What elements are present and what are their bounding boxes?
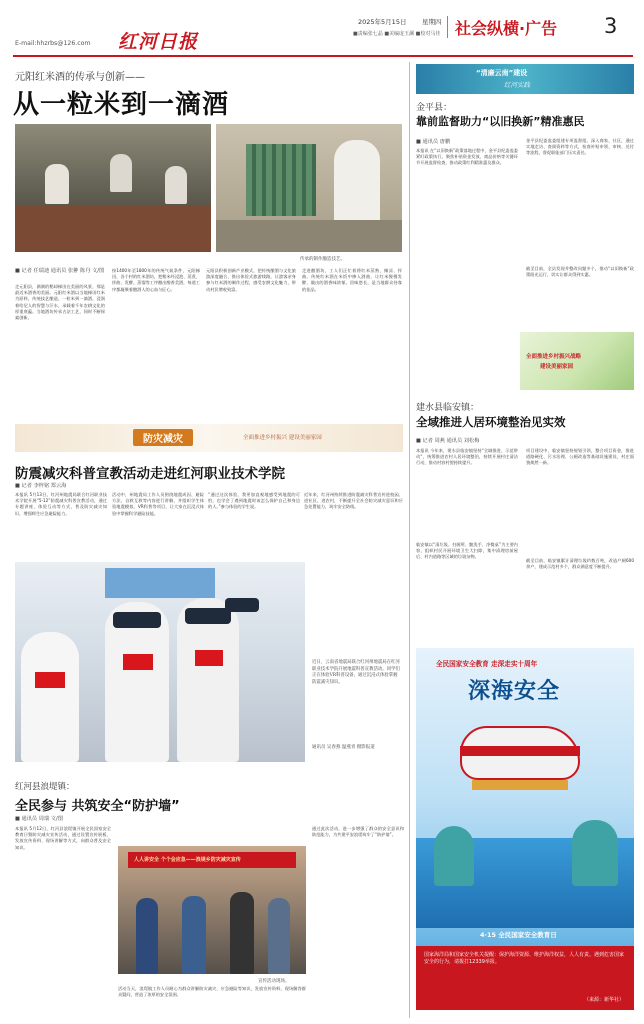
jinping-byline: ■ 通讯员 唐鹏 — [416, 139, 451, 145]
lead-headline: 从一粒米到一滴酒 — [13, 90, 230, 120]
poster-footer: 4·15 全民国家安全教育日 — [480, 931, 557, 939]
page-number: 3 — [604, 14, 618, 38]
lead-byline: ■ 记者 任瑞迪 通讯员 张翀 陈丹 文/图 — [15, 268, 105, 274]
person-figure — [182, 896, 206, 974]
poster-text: 国家海洋局和国家安全机关提醒：保护海洋资源、维护海洋权益，人人有责。遇到危害国家安全的行为，请拨打12339举报。 — [424, 952, 625, 965]
person-figure — [268, 898, 290, 974]
lead-body-col1: 走元阳县，满满的稻却梯田在美丽的风景，那是最近米酒香的美丽。元阳红米酒以当地梯田红米为原料，传统技艺酿造，一粒米到一滴酒，浸润着哈尼人的智慧与汗水，承载着千年农耕文化的厚重底蕴。当地酒坊传承古法工艺，同时不断探索创新。 — [15, 284, 105, 321]
flood-headline: 全民参与 共筑安全“防护墙” — [15, 799, 180, 814]
lead-body-col2: 按1400年至1800年的传统气候条件，元阳梯田，各个村的红米酒坊，把稻米经浸泡、蒸煮、拌曲、发酵、蒸馏等工序酿出醇香美酒，每道工序都凝聚着酿酒人的心血与匠心。 — [112, 268, 200, 292]
lead-photo-right — [216, 124, 402, 252]
flood-event-photo — [118, 846, 306, 974]
red-scarf — [195, 650, 223, 666]
person-figure — [230, 892, 254, 974]
banner-pill: “清廉云南”建设 — [476, 69, 528, 77]
poster-title: 深海安全 — [468, 679, 561, 704]
bottle-shelf — [246, 144, 316, 216]
red-scarf — [123, 654, 153, 670]
school-photo-note: 近日，云南省地震局联合红河州地震局在红河职业技术学院开展地震科普宣教活动。同学们正在体验VR科普设备，通过沉浸式体验掌握防震减灾知识。 — [312, 660, 400, 685]
issue-weekday: 星期四 — [422, 18, 442, 26]
jianshui-body-col4: 截至目前，临安镇累计清理垃圾约数百吨，改造户厕600余户，建成示范村多个，群众满意度不断提升。 — [526, 558, 634, 570]
school-body-col3: “通过这次体验，我更加直观地感受到地震的可怕，也学会了遇到地震时该怎么保护自己和身边的人。”参与体验的学生说。 — [208, 492, 300, 510]
school-body-col4: 近年来，红河州持续推进防震减灾科普宣传进校园、进社区、进农村，不断提升全社会防灾减灾意识和应急处置能力，筑牢安全防线。 — [304, 492, 403, 510]
ad-line2: 建设美丽家园 — [540, 364, 574, 370]
jinping-body-col2: 金平县纪委监委组建专项监督组，深入商家、社区，通过实地走访、查阅资料等方式，检查补贴申领、审核、兑付等流程，督促职能部门压实责任。 — [526, 138, 634, 156]
worker-figure — [110, 154, 132, 192]
lead-body-col4: 走进酿酒坊，工人们正忙着将红米蒸熟、摊凉、拌曲。传统红米酒在米饭中掺入酒曲，让红米慢慢发酵，做出的酒香味浓郁，回味悠长，是当地群众待客的佳品。 — [302, 268, 402, 292]
paper-name-logo: 红河日报 — [118, 31, 199, 53]
lead-photo-left — [15, 124, 211, 252]
school-headline: 防震减灾科普宣教活动走进红河职业技术学院 — [15, 466, 285, 482]
student-figure — [21, 632, 79, 762]
poster-top-text: 全民国家安全教育 走深走实十周年 — [436, 660, 538, 668]
flood-body-col2: 活动当天，浪堤镇工作人员耐心为群众讲解防灾减灾、应急避险等知识，发放宣传资料，现场解答群众疑问，营造了浓厚的安全氛围。 — [118, 986, 306, 998]
clean-yunnan-banner — [416, 64, 634, 94]
jianshui-headline: 全域推进人居环境整治见实效 — [416, 415, 566, 429]
worker-figure — [45, 164, 69, 204]
coral-left — [434, 826, 474, 886]
worker-figure — [165, 166, 187, 204]
submersible-frame — [472, 780, 568, 790]
vr-headset — [185, 608, 231, 624]
jianshui-byline: ■ 记者 周燕 通讯员 刘松梅 — [416, 438, 480, 444]
masthead — [0, 0, 644, 62]
coral-right — [572, 820, 618, 886]
school-body-col2: 活动中，州地震局工作人员围绕地震成因、避险方法、自救互救等内容进行讲解，并组织学生体验地震模拟、VR科普等项目，让大家在沉浸式体验中掌握科学避险技能。 — [112, 492, 204, 516]
section-title: 社会纵横·广告 — [455, 19, 558, 38]
submersible-stripe — [460, 746, 580, 756]
jianshui-body-col1: 本报讯 今年来，建水县临安镇坚持“全域推进、示范带动“，统筹推进农村人居环境整治，持续开展村庄清洁行动，推动村容村貌持续提升。 — [416, 448, 518, 466]
band-slogan: 全面推进乡村振兴 建设美丽家园 — [243, 435, 322, 441]
poster-text-box — [416, 946, 634, 1010]
jianshui-body-col3: 项目建设中，临安镇坚持规划引领，整合项目资金，推进道路硬化、污水治理、公厕改造等基础设施建设，村庄面貌焕然一新。 — [526, 448, 634, 466]
workbench — [216, 220, 402, 252]
email: E-mail:hhzrbs@126.com — [15, 40, 91, 47]
school-photo-credit: 通讯员 吴春燕 温燕青 摄影报道 — [312, 745, 375, 750]
deep-sea-poster — [416, 648, 634, 1010]
masthead-divider — [447, 16, 448, 38]
jinping-kicker: 金平县： — [416, 103, 453, 113]
jianshui-kicker: 建水县临安镇： — [416, 403, 480, 413]
lead-photo-caption: 传承的制作酿造技艺。 — [300, 257, 345, 262]
poster-source: （来源：新华社） — [584, 997, 625, 1003]
masthead-rule — [13, 55, 633, 57]
red-scarf — [35, 672, 65, 688]
flood-kicker: 红河县浪堤镇： — [15, 782, 75, 792]
vr-headset — [113, 612, 161, 628]
school-vr-photo — [15, 562, 305, 762]
flood-body-col1: 本报讯 5月12日，红河县浪堤镇开展全民国家安全教育日暨防灾减灾宣传活动，通过设置宣传展板、发放宣传资料、现场讲解等方式，向群众普及安全知识。 — [15, 826, 111, 850]
lead-kicker: 元阳红米酒的传承与创新—— — [15, 72, 145, 83]
flood-byline: ■ 通讯员 周瑞 文/图 — [15, 816, 63, 822]
jinping-body-col3: 截至目前，全县发现并整改问题多个，推动“以旧换新”政策阳光运行，切实让群众得到实惠。 — [526, 266, 634, 278]
jinping-headline: 靠前监督助力“以旧换新”精准惠民 — [416, 115, 585, 128]
column-divider — [409, 62, 410, 1018]
issue-date: 2025年5月15日 — [358, 18, 407, 26]
event-banner — [128, 852, 296, 868]
flood-body-col3: 通过此次活动，进一步增强了群众的安全意识和防范能力，为共建平安浪堤筑牢了“防护墙”。 — [312, 826, 404, 838]
poster-wall — [105, 568, 215, 598]
school-body-col1: 本报讯 5月13日，红河州地震局联合红河职业技术学院开展“5·12”防震减灾科普宣教活动，通过专题讲座、体验互动等方式，普及防灾减灾知识，增强师生应急避险能力。 — [15, 492, 107, 516]
band-title: 防灾减灾 — [133, 429, 193, 446]
jinping-body-col1: 本报讯 在“以旧换新”政策落地过程中，金平县纪委监委紧盯政策执行，聚焦补贴资金发放、商品价格等关键环节开展监督检查，推动政策红利精准惠及群众。 — [416, 148, 518, 166]
rice-pile — [15, 206, 211, 252]
flood-photo-caption: 宣传活动现场。 — [258, 979, 290, 984]
event-banner-text: 人人讲安全 个个会应急——浪堤乡防灾减灾宣传 — [134, 857, 241, 863]
banner-subtitle: 红河实践 — [504, 81, 530, 89]
vr-headset — [225, 598, 259, 612]
lead-body-col3: 元阳县积极创新产业模式，把传统酿酒与文化旅游深度融合，推出体验式旅游线路，让游客亲身参与红米酒的制作过程，感受农耕文化魅力，带动村民增收致富。 — [206, 268, 296, 292]
editor-credits: ■责编张七晶 ■美编庞玉澜 ■校对马佳 — [353, 31, 441, 37]
rural-ad-banner — [520, 332, 634, 390]
ad-line1: 全面推进乡村振兴战略 — [526, 354, 582, 360]
jianshui-body-col2: 临安镇以“清垃圾、扫厕所、勤洗手、净餐桌”为主要内容，组织村民开展环境卫生大扫除，集中清理房前屋后、村内道路等区域的垃圾杂物。 — [416, 542, 518, 560]
disaster-band — [15, 424, 403, 452]
school-byline: ■ 记者 李梓铭 郑云海 — [15, 483, 67, 489]
person-figure — [136, 898, 158, 974]
